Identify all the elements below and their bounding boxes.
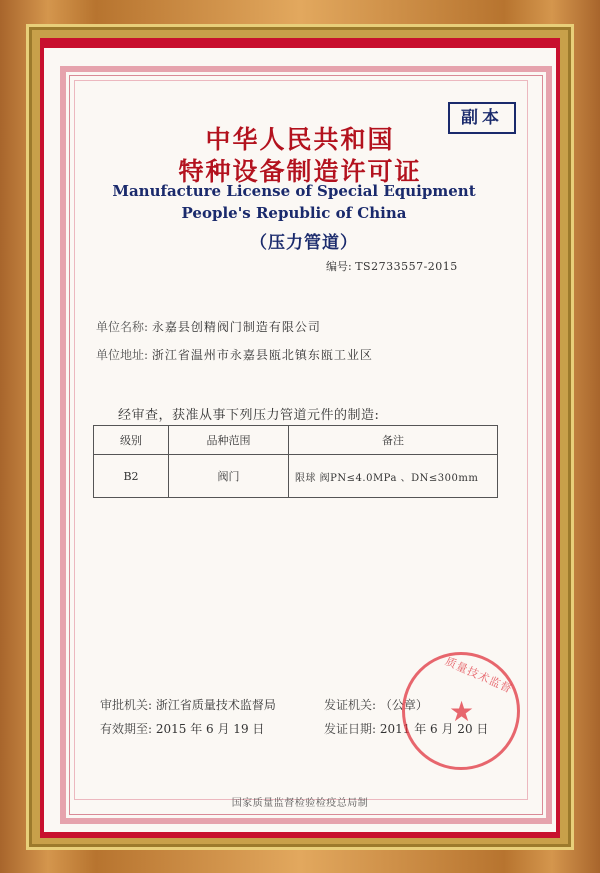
license-number-label: 编号: — [326, 260, 352, 273]
approval-authority-label: 审批机关: — [100, 698, 153, 712]
title-en-license: Manufacture License of Special Equipment — [112, 182, 476, 200]
license-number — [326, 258, 458, 274]
issuing-authority-value: （公章） — [379, 698, 428, 712]
issuing-authority-label: 发证机关: — [324, 698, 377, 712]
scope-table — [93, 425, 498, 498]
approval-authority-value: 浙江省质量技术监督局 — [155, 698, 276, 712]
license-number-value: TS2733557-2015 — [355, 260, 458, 273]
official-seal — [402, 652, 520, 770]
unit-address-value: 浙江省温州市永嘉县瓯北镇东瓯工业区 — [151, 348, 373, 362]
valid-until — [100, 720, 264, 737]
cell-level: B2 — [94, 455, 169, 498]
issue-date-value: 2011 年 6 月 20 日 — [379, 722, 489, 736]
header-level: 级别 — [94, 426, 169, 455]
cell-range: 阀门 — [169, 455, 289, 498]
seal-text: 质量技术监督 — [443, 654, 515, 696]
title-cn-country: 中华人民共和国 — [205, 125, 395, 154]
certificate-paper — [44, 48, 556, 832]
scope-table-header — [94, 426, 498, 455]
header-range: 品种范围 — [169, 426, 289, 455]
license-category: （压力管道） — [250, 233, 358, 253]
unit-name-value: 永嘉县创精阀门制造有限公司 — [151, 320, 321, 334]
unit-address-label: 单位地址: — [96, 348, 149, 362]
star-icon: ★ — [449, 695, 475, 728]
table-row — [94, 455, 498, 498]
title-cn-license: 特种设备制造许可证 — [178, 157, 422, 186]
valid-until-value: 2015 年 6 月 19 日 — [155, 722, 265, 736]
unit-address-field — [96, 346, 373, 363]
unit-name-label: 单位名称: — [96, 320, 149, 334]
issuer-line: 国家质量监督检验检疫总局制 — [231, 798, 369, 809]
title-en-country: People's Republic of China — [181, 204, 407, 222]
issue-date-label: 发证日期: — [324, 722, 377, 736]
unit-name-field — [96, 318, 321, 335]
header-note: 备注 — [289, 426, 498, 455]
cell-note: 限球 阀PN≤4.0MPa 、DN≤300mm — [289, 455, 498, 498]
valid-until-label: 有效期至: — [100, 722, 153, 736]
approval-intro: 经审查，获准从事下列压力管道元件的制造: — [118, 408, 380, 423]
copy-mark: 副本 — [448, 102, 516, 134]
approval-authority — [100, 696, 276, 713]
